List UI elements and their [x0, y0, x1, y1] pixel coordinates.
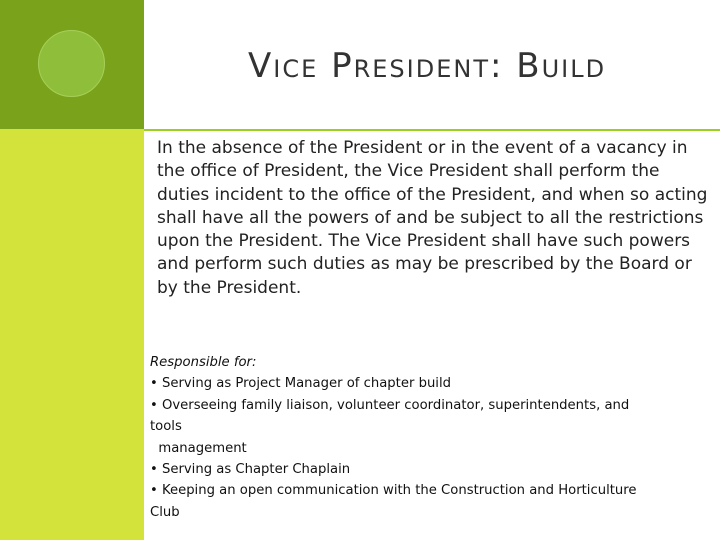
decorative-circle: [38, 30, 105, 97]
responsibilities-heading: Responsible for:: [150, 355, 257, 370]
title-divider: [144, 129, 720, 131]
responsibility-line: • Serving as Chapter Chaplain: [150, 462, 351, 478]
slide-title: Vice President: Build: [248, 46, 607, 86]
responsibility-line: • Overseeing family liaison, volunteer coordinator, superintendents, and: [150, 397, 630, 413]
responsibilities-block: [150, 352, 710, 523]
responsibility-line: • Serving as Project Manager of chapter build: [150, 376, 452, 392]
body-paragraph: In the absence of the President or in the event of a vacancy in the office of President, the Vice President shall perform the duties incident to the office of the President, and when so acting shall have all the powers of and be subject to all the restrictions upon the President. The Vice President shall have such powers and perform such duties as may be prescribed by the Board or by the President.: [157, 138, 708, 298]
responsibility-line: tools: [150, 419, 182, 435]
responsibility-line: Club: [150, 504, 180, 520]
responsibility-line: management: [150, 440, 247, 456]
responsibility-line: • Keeping an open communication with the Construction and Horticulture: [150, 483, 637, 499]
sidebar-light-green-band: [0, 129, 144, 540]
